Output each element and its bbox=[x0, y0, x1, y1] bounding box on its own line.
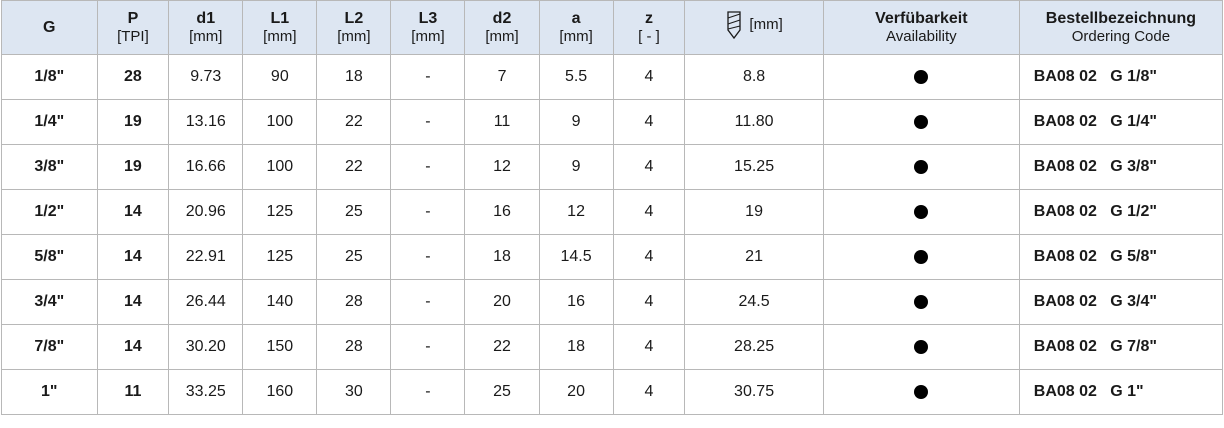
cell-g: 1/4" bbox=[2, 100, 98, 145]
cell-l3: - bbox=[391, 280, 465, 325]
cell-l3: - bbox=[391, 235, 465, 280]
cell-l1: 160 bbox=[243, 370, 317, 415]
table-row bbox=[2, 370, 1223, 415]
cell-l3: - bbox=[391, 370, 465, 415]
availability-dot-icon bbox=[914, 115, 928, 129]
cell-l1: 100 bbox=[243, 145, 317, 190]
availability-dot-icon bbox=[914, 205, 928, 219]
cell-ordering-code: BA08 02 G 5/8" bbox=[1019, 235, 1222, 280]
cell-l2: 22 bbox=[317, 145, 391, 190]
cell-d1: 16.66 bbox=[169, 145, 243, 190]
header-drill-unit: [mm] bbox=[749, 16, 783, 33]
cell-z: 4 bbox=[613, 235, 685, 280]
cell-z: 4 bbox=[613, 100, 685, 145]
cell-d2: 18 bbox=[465, 235, 539, 280]
cell-z: 4 bbox=[613, 280, 685, 325]
cell-g: 3/4" bbox=[2, 280, 98, 325]
cell-p: 11 bbox=[97, 370, 169, 415]
cell-availability bbox=[823, 235, 1019, 280]
cell-d2: 12 bbox=[465, 145, 539, 190]
cell-l3: - bbox=[391, 100, 465, 145]
header-l3: L3 [mm] bbox=[391, 1, 465, 55]
cell-drill-size: 21 bbox=[685, 235, 824, 280]
cell-availability bbox=[823, 370, 1019, 415]
availability-dot-icon bbox=[914, 295, 928, 309]
cell-g: 1" bbox=[2, 370, 98, 415]
cell-l3: - bbox=[391, 325, 465, 370]
cell-d1: 33.25 bbox=[169, 370, 243, 415]
cell-drill-size: 15.25 bbox=[685, 145, 824, 190]
header-ordering-code: Bestellbezeichnung Ordering Code bbox=[1019, 1, 1222, 55]
cell-l2: 22 bbox=[317, 100, 391, 145]
availability-dot-icon bbox=[914, 250, 928, 264]
cell-l2: 28 bbox=[317, 280, 391, 325]
cell-drill-size: 19 bbox=[685, 190, 824, 235]
cell-p: 28 bbox=[97, 55, 169, 100]
cell-a: 9 bbox=[539, 100, 613, 145]
cell-ordering-code: BA08 02 G 3/8" bbox=[1019, 145, 1222, 190]
cell-p: 14 bbox=[97, 235, 169, 280]
cell-d1: 22.91 bbox=[169, 235, 243, 280]
availability-dot-icon bbox=[914, 340, 928, 354]
cell-z: 4 bbox=[613, 145, 685, 190]
cell-p: 14 bbox=[97, 325, 169, 370]
cell-l2: 18 bbox=[317, 55, 391, 100]
cell-drill-size: 28.25 bbox=[685, 325, 824, 370]
cell-l1: 90 bbox=[243, 55, 317, 100]
cell-ordering-code: BA08 02 G 1/4" bbox=[1019, 100, 1222, 145]
spec-table bbox=[1, 0, 1223, 415]
cell-l3: - bbox=[391, 145, 465, 190]
header-l1: L1 [mm] bbox=[243, 1, 317, 55]
cell-l2: 30 bbox=[317, 370, 391, 415]
cell-d2: 25 bbox=[465, 370, 539, 415]
cell-d1: 26.44 bbox=[169, 280, 243, 325]
header-d2: d2 [mm] bbox=[465, 1, 539, 55]
cell-l1: 125 bbox=[243, 235, 317, 280]
cell-l3: - bbox=[391, 190, 465, 235]
cell-availability bbox=[823, 55, 1019, 100]
header-a: a [mm] bbox=[539, 1, 613, 55]
cell-p: 14 bbox=[97, 190, 169, 235]
availability-dot-icon bbox=[914, 385, 928, 399]
cell-g: 5/8" bbox=[2, 235, 98, 280]
cell-ordering-code: BA08 02 G 3/4" bbox=[1019, 280, 1222, 325]
cell-g: 1/2" bbox=[2, 190, 98, 235]
cell-drill-size: 24.5 bbox=[685, 280, 824, 325]
header-drill bbox=[685, 1, 824, 55]
header-z: z [ - ] bbox=[613, 1, 685, 55]
cell-l1: 150 bbox=[243, 325, 317, 370]
cell-drill-size: 11.80 bbox=[685, 100, 824, 145]
cell-a: 18 bbox=[539, 325, 613, 370]
cell-a: 14.5 bbox=[539, 235, 613, 280]
table-row bbox=[2, 100, 1223, 145]
cell-l1: 125 bbox=[243, 190, 317, 235]
cell-l2: 25 bbox=[317, 235, 391, 280]
cell-g: 3/8" bbox=[2, 145, 98, 190]
cell-a: 12 bbox=[539, 190, 613, 235]
cell-d2: 22 bbox=[465, 325, 539, 370]
cell-d1: 30.20 bbox=[169, 325, 243, 370]
drill-point-icon bbox=[725, 10, 743, 40]
cell-z: 4 bbox=[613, 190, 685, 235]
cell-a: 5.5 bbox=[539, 55, 613, 100]
table-row bbox=[2, 145, 1223, 190]
cell-drill-size: 30.75 bbox=[685, 370, 824, 415]
cell-d1: 13.16 bbox=[169, 100, 243, 145]
cell-availability bbox=[823, 280, 1019, 325]
cell-z: 4 bbox=[613, 325, 685, 370]
header-d1: d1 [mm] bbox=[169, 1, 243, 55]
cell-z: 4 bbox=[613, 55, 685, 100]
cell-g: 7/8" bbox=[2, 325, 98, 370]
cell-ordering-code: BA08 02 G 1/2" bbox=[1019, 190, 1222, 235]
cell-availability bbox=[823, 325, 1019, 370]
cell-l2: 28 bbox=[317, 325, 391, 370]
availability-dot-icon bbox=[914, 160, 928, 174]
cell-l1: 100 bbox=[243, 100, 317, 145]
cell-d2: 20 bbox=[465, 280, 539, 325]
cell-availability bbox=[823, 100, 1019, 145]
cell-p: 14 bbox=[97, 280, 169, 325]
header-p: P [TPI] bbox=[97, 1, 169, 55]
cell-d1: 20.96 bbox=[169, 190, 243, 235]
header-l2: L2 [mm] bbox=[317, 1, 391, 55]
cell-l3: - bbox=[391, 55, 465, 100]
cell-a: 20 bbox=[539, 370, 613, 415]
table-row bbox=[2, 190, 1223, 235]
table-row bbox=[2, 325, 1223, 370]
cell-p: 19 bbox=[97, 100, 169, 145]
cell-l1: 140 bbox=[243, 280, 317, 325]
cell-d2: 7 bbox=[465, 55, 539, 100]
header-g: G bbox=[2, 1, 98, 55]
cell-ordering-code: BA08 02 G 1/8" bbox=[1019, 55, 1222, 100]
table-row bbox=[2, 55, 1223, 100]
table-row bbox=[2, 235, 1223, 280]
cell-z: 4 bbox=[613, 370, 685, 415]
cell-d2: 16 bbox=[465, 190, 539, 235]
header-availability: Verfübarkeit Availability bbox=[823, 1, 1019, 55]
cell-d2: 11 bbox=[465, 100, 539, 145]
cell-l2: 25 bbox=[317, 190, 391, 235]
cell-a: 16 bbox=[539, 280, 613, 325]
cell-availability bbox=[823, 190, 1019, 235]
cell-ordering-code: BA08 02 G 1" bbox=[1019, 370, 1222, 415]
cell-a: 9 bbox=[539, 145, 613, 190]
availability-dot-icon bbox=[914, 70, 928, 84]
cell-d1: 9.73 bbox=[169, 55, 243, 100]
header-row bbox=[2, 1, 1223, 55]
cell-p: 19 bbox=[97, 145, 169, 190]
cell-drill-size: 8.8 bbox=[685, 55, 824, 100]
cell-g: 1/8" bbox=[2, 55, 98, 100]
table-row bbox=[2, 280, 1223, 325]
cell-availability bbox=[823, 145, 1019, 190]
cell-ordering-code: BA08 02 G 7/8" bbox=[1019, 325, 1222, 370]
